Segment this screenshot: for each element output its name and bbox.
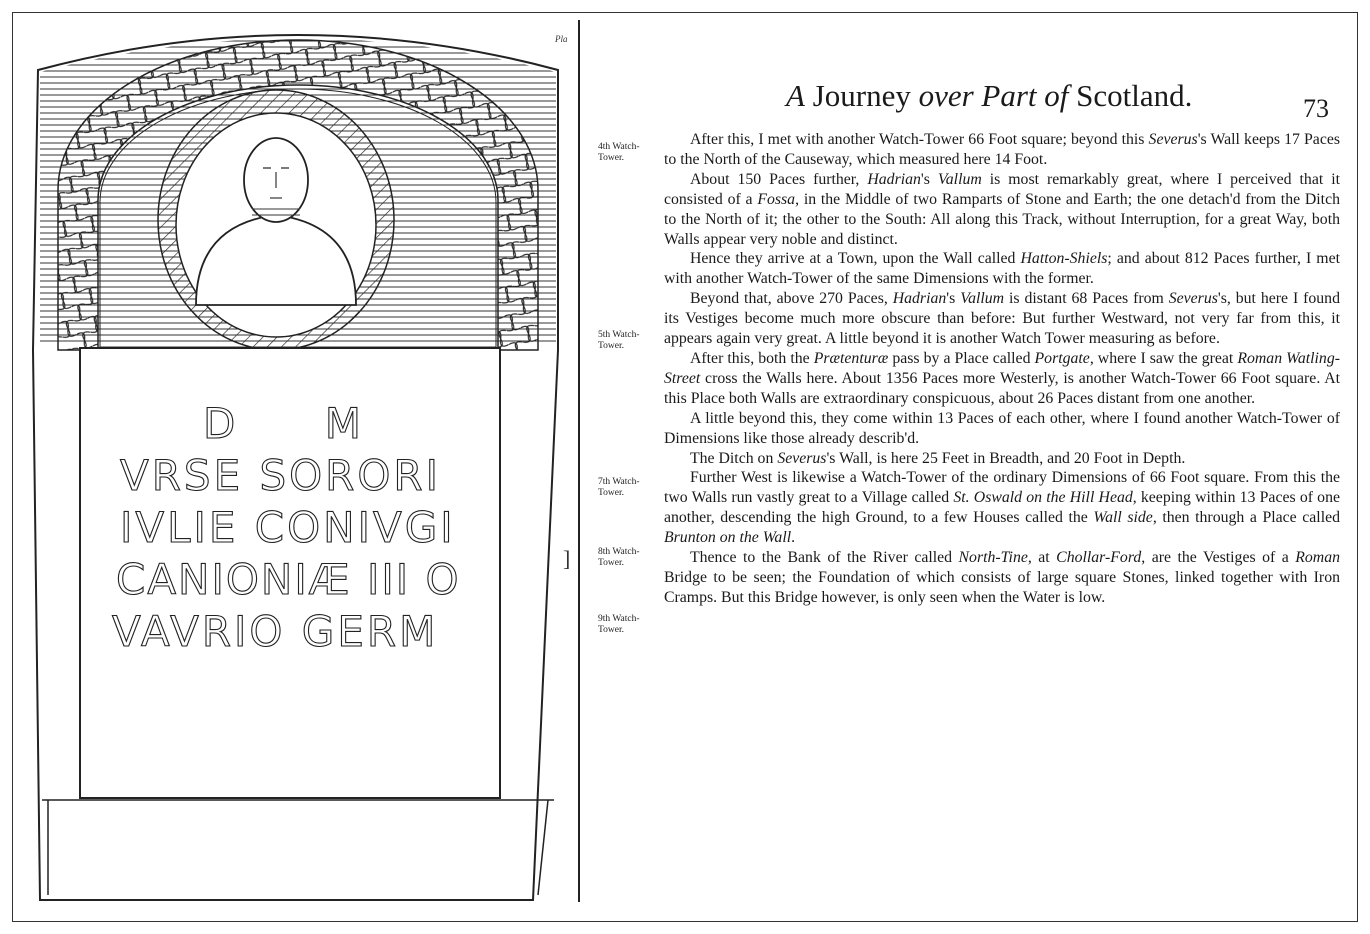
- italic-run: Chollar-Ford: [1056, 549, 1142, 567]
- italic-run: Portgate: [1034, 349, 1090, 367]
- text-run: After this, I met with another Watch-Tower 66 Foot square; beyond this: [690, 131, 1149, 148]
- running-head-over-part: over Part: [918, 78, 1037, 113]
- paragraph: [664, 548, 1340, 608]
- paragraph: [664, 468, 1340, 548]
- text-run: Further West is likewise a Watch-Tower of the ordinary Dimensions of 66 Foot square. From this the two Walls run vastly great to a Village called: [664, 469, 1340, 507]
- text-run: , are the Vestiges of a: [1141, 549, 1296, 567]
- page-number: 73: [1303, 94, 1329, 123]
- running-head-journey: Journey: [812, 78, 911, 113]
- paragraph: [664, 409, 1340, 449]
- body-text: [664, 130, 1340, 608]
- italic-run: Severus: [1168, 290, 1218, 308]
- paragraph: [664, 130, 1340, 170]
- text-run: The Ditch on: [690, 449, 778, 467]
- italic-run: Prætenturæ: [813, 349, 889, 367]
- text-run: Thence to the Bank of the River called: [690, 549, 959, 567]
- text-run: is most remarkably great, where I perceived that it consisted of a: [664, 170, 1340, 208]
- running-head-of: of: [1044, 78, 1069, 113]
- text-run: Hence they arrive at a Town, upon the Wall called: [690, 250, 1021, 268]
- text-run: A little beyond this, they come within 13 Paces of each other, where I found another Watch-Tower of Dimensions like those already describ'd.: [664, 409, 1340, 447]
- italic-run: Hadrian: [867, 170, 921, 188]
- tombstone-engraving: [28, 20, 571, 905]
- paragraph: [664, 170, 1340, 250]
- plate-tab-label: Pla: [555, 34, 568, 44]
- engraved-plate: [28, 20, 571, 905]
- italic-run: Hatton-Shiels: [1020, 250, 1108, 268]
- italic-run: North-Tine: [958, 549, 1028, 567]
- text-run: , where I saw the great: [1089, 349, 1238, 367]
- margin-note-5th: 5th Watch-Tower.: [598, 330, 640, 351]
- text-run: 's Wall, is here 25 Feet in Breadth, and 20 Foot in Depth.: [826, 449, 1186, 467]
- italic-run: Severus: [777, 449, 827, 467]
- inscription-line-5: VAVRIO GERM: [112, 607, 439, 656]
- italic-run: Fossa: [757, 190, 796, 208]
- text-run: 's, but here I found its Vestiges become much more obscure than before: But further Westward, not very far from this, it appears again very great. A little beyond it is another Watch Tower measuring as before.: [664, 290, 1340, 348]
- text-run: , in the Middle of two Ramparts of Stone and Earth; the one detach'd from the Ditch to the North of it; the other to the South: All along this Track, without Interruption, for a great Way, both Walls appear very noble and distinct.: [664, 190, 1340, 248]
- running-head-a: A: [786, 78, 805, 113]
- paragraph: [664, 249, 1340, 289]
- text-run: , then through a Place called: [1152, 509, 1340, 527]
- inscription-line-1: D M: [203, 399, 399, 448]
- text-run: cross the Walls here. About 1356 Paces more Westerly, is another Watch-Tower 66 Foot square. At this Place both Walls are extraordinary conspicuous, about 26 Paces distant from one another.: [664, 369, 1340, 407]
- text-run: Bridge to be seen; the Foundation of which consists of large square Stones, linked together with Iron Cramps. But this Bridge however, is only seen when the Water is low.: [664, 568, 1340, 606]
- text-run: .: [791, 529, 796, 547]
- italic-run: Hadrian: [892, 290, 947, 308]
- italic-run: Severus: [1148, 131, 1198, 148]
- paragraph: [664, 349, 1340, 409]
- text-run: , keeping within 13 Paces of one another, descending the high Ground, to a few Houses called the: [664, 489, 1340, 527]
- text-run: About 150 Paces further,: [690, 170, 868, 188]
- paragraph: [664, 449, 1340, 469]
- text-run: , at: [1027, 549, 1057, 567]
- text-run: Beyond that, above 270 Paces,: [690, 290, 893, 308]
- gutter-bracket-mark: ]: [563, 546, 571, 571]
- text-run: 's: [920, 170, 938, 188]
- inscription-line-4: CANIONIÆ III O: [116, 555, 461, 604]
- text-run: pass by a Place called: [888, 349, 1035, 367]
- inscription-line-3: IVLIE CONIVGI: [120, 503, 456, 552]
- running-head-scotland: Scotland.: [1076, 78, 1193, 113]
- italic-run: Roman: [1295, 549, 1340, 567]
- text-run: 's Wall keeps 17 Paces to the North of the Causeway, which measured here 14 Foot.: [664, 131, 1340, 168]
- paragraph: [664, 289, 1340, 349]
- italic-run: Wall side: [1093, 509, 1153, 527]
- gutter-divider: [578, 20, 580, 902]
- italic-run: Vallum: [960, 290, 1005, 308]
- text-run: After this, both the: [690, 349, 814, 367]
- italic-run: Brunton on the Wall: [664, 529, 792, 547]
- text-run: ; and about 812 Paces further, I met with another Watch-Tower of the same Dimensions with the former.: [664, 250, 1340, 288]
- italic-run: Roman Watling-Street: [664, 349, 1340, 387]
- margin-note-7th: 7th Watch-Tower.: [598, 477, 640, 498]
- inscription-line-2: VRSE SORORI: [120, 451, 441, 500]
- margin-note-4th: 4th Watch-Tower.: [598, 142, 640, 163]
- text-run: is distant 68 Paces from: [1004, 290, 1169, 308]
- margin-note-9th: 9th Watch-Tower.: [598, 614, 640, 635]
- italic-run: St. Oswald on the Hill Head: [953, 489, 1133, 507]
- italic-run: Vallum: [937, 170, 982, 188]
- margin-note-8th: 8th Watch-Tower.: [598, 547, 640, 568]
- text-run: 's: [946, 290, 961, 308]
- running-head: [786, 80, 1192, 111]
